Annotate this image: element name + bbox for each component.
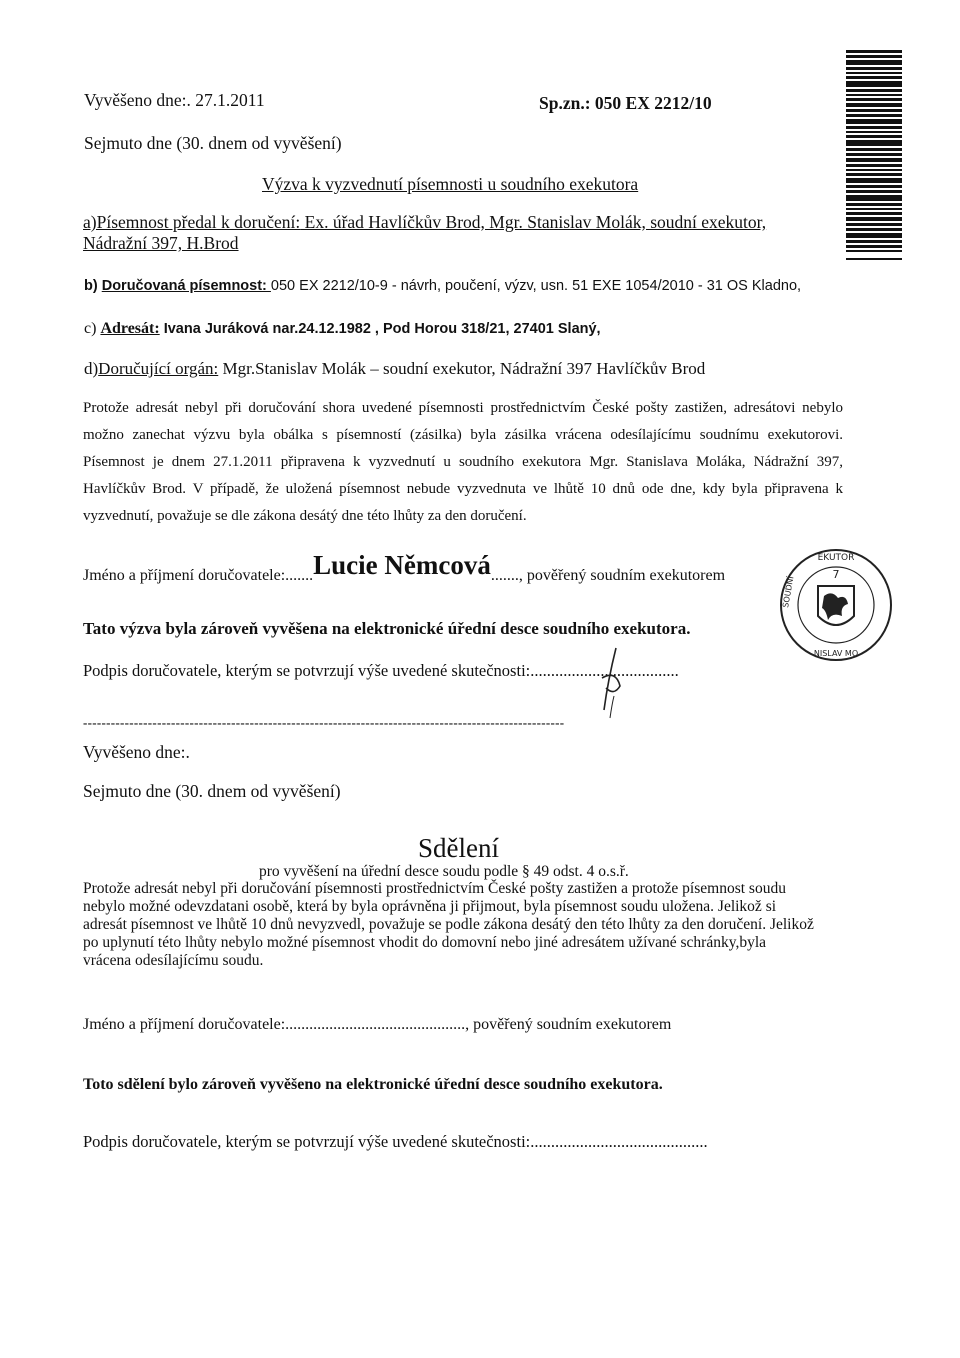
section-divider: -------------------------------------------------------------------------------------------------------- xyxy=(83,715,565,730)
second-removed-date: Sejmuto dne (30. dnem od vyvěšení) xyxy=(83,781,341,801)
item-c-prefix: c) xyxy=(84,320,101,337)
svg-text:NISLAV MO: NISLAV MO xyxy=(813,649,859,658)
second-subtitle: pro vyvěšení na úřední desce soudu podle § 49 odst. 4 o.s.ř. xyxy=(259,863,629,880)
item-a-value: Ex. úřad Havlíčkův Brod, Mgr. Stanislav Molák, soudní exekutor, xyxy=(300,212,767,232)
posted-date: Vyvěšeno dne:. 27.1.2011 xyxy=(84,90,265,110)
item-b-value: 050 EX 2212/10-9 - návrh, poučení, výzv, usn. 51 EXE 1054/2010 - 31 OS Kladno, xyxy=(270,278,802,294)
svg-text:EKUTOR: EKUTOR xyxy=(817,553,855,563)
deliverer-line xyxy=(83,550,726,587)
item-a xyxy=(83,212,766,233)
executor-stamp xyxy=(776,546,896,664)
svg-text:SOUDNÍ: SOUDNÍ xyxy=(781,575,796,609)
deliverer-label: Jméno a příjmení doručovatele: xyxy=(83,567,286,584)
second-body: Protože adresát nebyl při doručování písemnosti prostřednictvím České pošty zastižen a protože písemnost soudu nebylo možné odevzdatani osobě, která by byla oprávněna ji přijmout, byla písemnost soudu uložena. Jelikož si adresát písemnost ve lhůtě 10 dnů nevyzvedl, považuje se podle zákona desátý den této lhůty za den doručení. Jelikož po uplynutí této lhůty nebylo možné písemnost vhodit do domovní nebo jiné adresátem užívané schránky,byla vrácena odesílajícímu soudu. xyxy=(83,880,814,969)
item-d-prefix: d) xyxy=(84,359,99,378)
item-a-value-line2: Nádražní 397, H.Brod xyxy=(83,233,239,253)
signature-line: Podpis doručovatele, kterým se potvrzují výše uvedené skutečnosti:.................................... xyxy=(83,661,679,680)
deliverer-dots: ....... xyxy=(285,567,314,584)
item-b-prefix: b) xyxy=(84,278,102,294)
removed-date: Sejmuto dne (30. dnem od vyvěšení) xyxy=(84,133,342,153)
item-b xyxy=(84,278,801,295)
second-electronic-posting-note: Toto sdělení bylo zároveň vyvěšeno na elektronické úřední desce soudního exekutora. xyxy=(83,1076,663,1093)
item-d-value: Mgr.Stanislav Molák – soudní exekutor, Nádražní 397 Havlíčkův Brod xyxy=(218,359,706,378)
deliverer-signature xyxy=(586,640,636,720)
item-a-label: a)Písemnost předal k doručení: xyxy=(83,212,301,232)
item-d-label: Doručující orgán: xyxy=(98,359,219,378)
item-b-label: Doručovaná písemnost: xyxy=(101,278,271,294)
second-title: Sdělení xyxy=(418,833,499,863)
notice-title: Výzva k vyzvednutí písemnosti u soudního exekutora xyxy=(262,174,639,194)
second-deliverer-line: Jméno a příjmení doručovatele:............................................., pověřený soudním exekutorem xyxy=(83,1016,672,1033)
second-posted-date: Vyvěšeno dne:. xyxy=(83,742,190,762)
svg-text:7: 7 xyxy=(832,568,840,581)
item-c xyxy=(84,320,601,338)
deliverer-name: Lucie Němcová xyxy=(313,550,491,580)
case-number: Sp.zn.: 050 EX 2212/10 xyxy=(539,93,712,113)
barcode-rule xyxy=(846,258,902,260)
second-signature-line: Podpis doručovatele, kterým se potvrzují výše uvedené skutečnosti:........................................... xyxy=(83,1132,708,1151)
item-c-label: Adresát: xyxy=(100,320,160,337)
item-d xyxy=(84,359,705,379)
notice-body: Protože adresát nebyl při doručování shora uvedené písemnosti prostřednictvím České pošty zastižen, adresátovi nebylo možno zanechat výzvu byla obálka s písemností (zásilka) byla zásilka vrácena odesílajícímu soudnímu exekutorovi. Písemnost je dnem 27.1.2011 připravena k vyzvednutí u soudního exekutora Mgr. Stanislava Moláka, Nádražní 397, Havlíčkův Brod. V případě, že uložená písemnost nebude vyzvednuta ve lhůtě 10 dnů ode dne, kdy byla připravena k vyzvednutí, považuje se dle zákona desátý dne této lhůty za den doručení. xyxy=(83,400,843,524)
deliverer-role: ......., pověřený soudním exekutorem xyxy=(490,567,726,584)
electronic-posting-note: Tato výzva byla zároveň vyvěšena na elektronické úřední desce soudního exekutora. xyxy=(83,619,691,638)
barcode xyxy=(846,50,902,262)
item-c-value: Ivana Juráková nar.24.12.1982 , Pod Horou 318/21, 27401 Slaný, xyxy=(159,321,601,337)
